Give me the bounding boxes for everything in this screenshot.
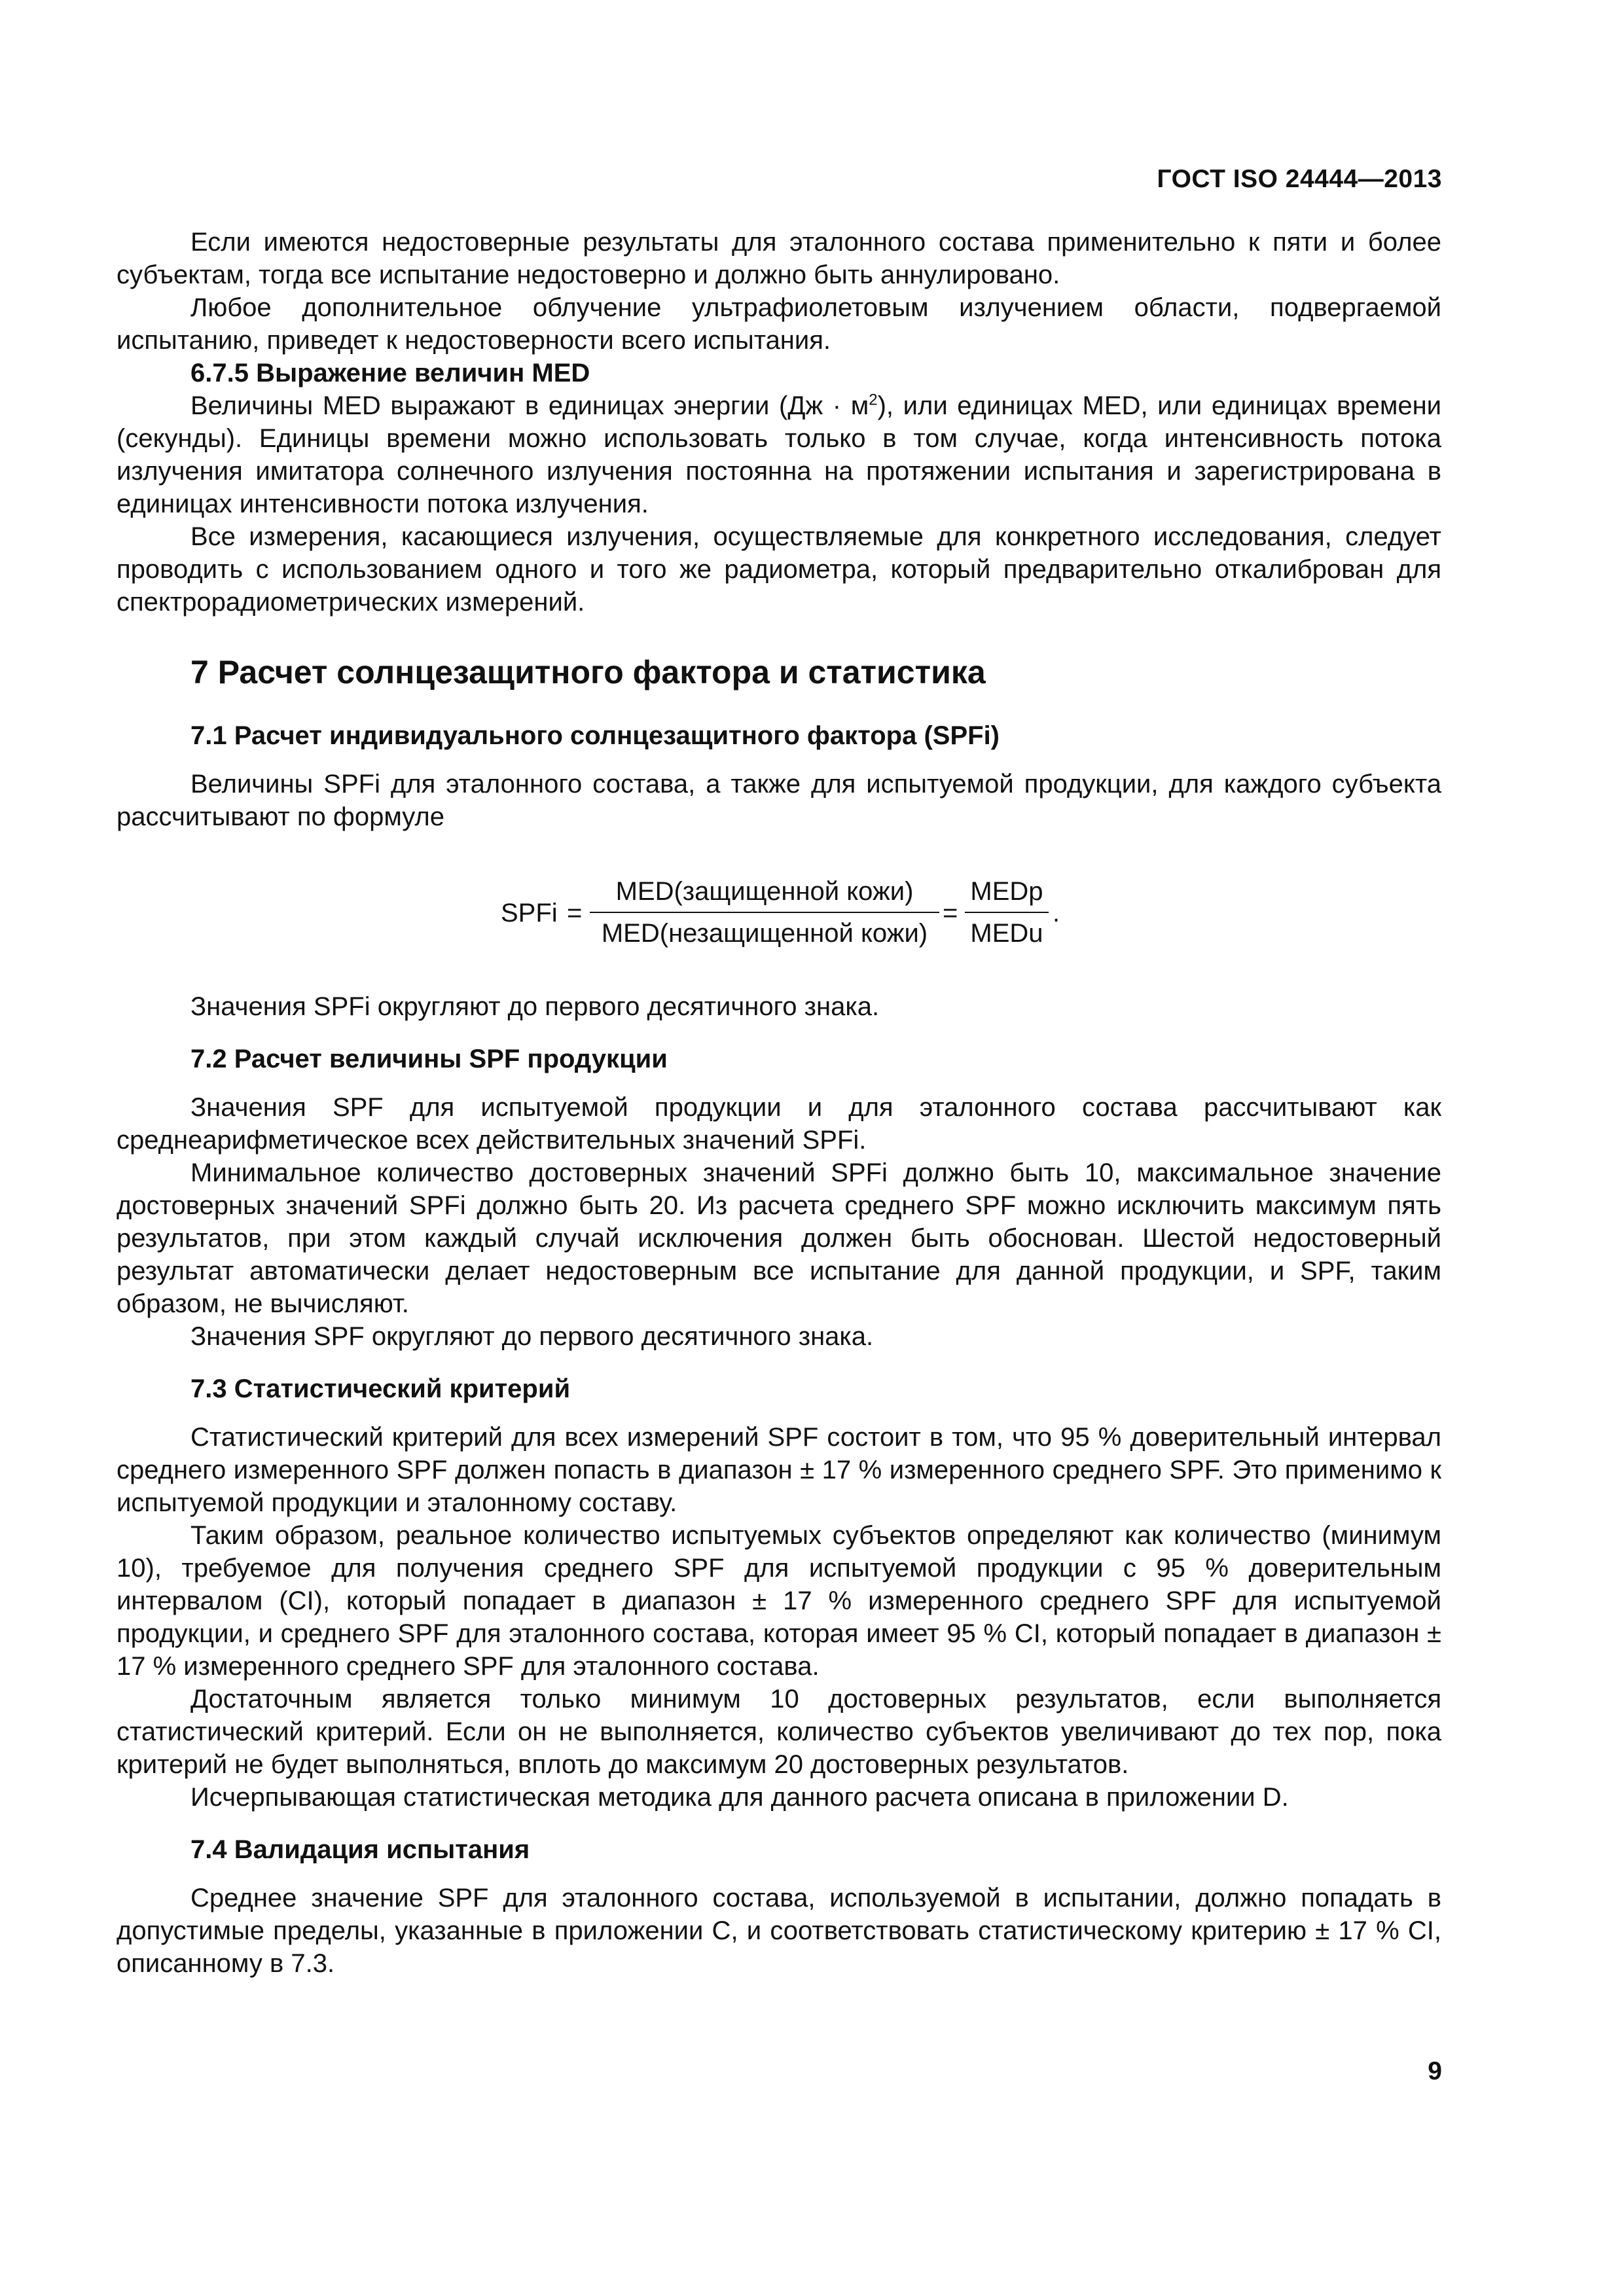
page-number: 9 xyxy=(1428,2057,1442,2085)
paragraph-spf-rounding: Значения SPF округляют до первого десятичного знака. xyxy=(190,1322,874,1351)
formula-numerator-1: MED(защищенной кожи) xyxy=(590,874,939,913)
paragraph-radiometer: Все измерения, касающиеся излучения, осуществляемые для конкретного исследования, следует проводить с использованием одного и того же радиометра, который предварительно откалиброван для спектрорадиометрических измерений. xyxy=(117,522,1441,617)
paragraph-spfi-formula-intro: Величины SPFi для эталонного состава, а также для испытуемой продукции, для каждого субъекта рассчитывают по формуле xyxy=(117,770,1441,831)
paragraph-validation: Среднее значение SPF для эталонного состава, используемой в испытании, должно попадать в допустимые пределы, указанные в приложении C, и соответствовать статистическому критерию ± 17 % CI, описанному в 7.3. xyxy=(117,1884,1441,1978)
paragraph-invalid-results: Если имеются недостоверные результаты для эталонного состава применительно к пяти и более субъектам, тогда все испытание недостоверно и должно быть аннулировано. xyxy=(117,228,1441,289)
section-7-1-title: 7.1 Расчет индивидуального солнцезащитного фактора (SPFi) xyxy=(190,721,1000,750)
section-7-4-title: 7.4 Валидация испытания xyxy=(190,1835,530,1864)
section-7-3-title: 7.3 Статистический критерий xyxy=(190,1374,571,1403)
formula-fraction-1 xyxy=(590,874,939,954)
standard-header: ГОСТ ISO 24444—2013 xyxy=(1157,165,1442,193)
paragraph-spfi-rounding: Значения SPFi округляют до первого десятичного знака. xyxy=(190,992,880,1021)
paragraph-spf-mean: Значения SPF для испытуемой продукции и для эталонного состава рассчитывают как среднеарифметическое всех действительных значений SPFi. xyxy=(117,1093,1441,1155)
formula-denominator-2: MEDu xyxy=(970,919,1043,948)
formula-equals-1: = xyxy=(567,899,583,927)
formula-fraction-2 xyxy=(965,874,1049,954)
paragraph-sufficient-results: Достаточным является только минимум 10 достоверных результатов, если выполняется статистический критерий. Если он не выполняется, количество субъектов увеличивают до тех пор, пока критерий не будет выполняться, вплоть до максимум 20 достоверных результатов. xyxy=(117,1685,1441,1779)
page-content xyxy=(117,226,1441,1980)
paragraph-additional-irradiation: Любое дополнительное облучение ультрафиолетовым излучением области, подвергаемой испытанию, приведет к недостоверности всего испытания. xyxy=(117,293,1441,355)
section-6-7-5-title: 6.7.5 Выражение величин MED xyxy=(190,359,590,387)
formula-denominator-1: MED(незащищенной кожи) xyxy=(601,919,928,948)
paragraph-subject-count: Таким образом, реальное количество испытуемых субъектов определяют как количество (минимум 10), требуемое для получения среднего SPF для испытуемой продукции с 95 % доверительным интервалом (CI), который попадает в диапазон ± 17 % измеренного среднего SPF для испытуемой продукции, и среднего SPF для эталонного состава, которая имеет 95 % CI, который попадает в диапазон ± 17 % измеренного среднего SPF для эталонного состава. xyxy=(117,1521,1441,1681)
section-7-title: 7 Расчет солнцезащитного фактора и статистика xyxy=(190,654,986,691)
paragraph-statistical-criterion: Статистический критерий для всех измерений SPF состоит в том, что 95 % доверительный интервал среднего измеренного SPF должен попасть в диапазон ± 17 % измеренного среднего SPF. Это применимо к испытуемой продукции и эталонному составу. xyxy=(117,1423,1441,1517)
med-units-superscript: 2 xyxy=(869,391,878,409)
paragraph-med-units xyxy=(117,389,1441,520)
spfi-formula xyxy=(117,874,1441,952)
formula-lhs: SPFi xyxy=(501,899,558,927)
formula-numerator-2: MEDp xyxy=(965,874,1049,913)
formula-equals-2: = xyxy=(943,899,958,927)
med-units-text-b: ), или единицах MED, или единицах времени (секунды). Единицы времени можно использовать только в том случае, когда интенсивность потока излучения имитатора солнечного излучения постоянна на протяжении испытания и зарегистрирована в единицах интенсивности потока излучения. xyxy=(117,391,1441,518)
section-7-2-title: 7.2 Расчет величины SPF продукции xyxy=(190,1045,668,1073)
med-units-text-a: Величины MED выражают в единицах энергии (Дж · м xyxy=(190,391,869,420)
paragraph-annex-d: Исчерпывающая статистическая методика для данного расчета описана в приложении D. xyxy=(190,1783,1289,1812)
paragraph-spfi-count: Минимальное количество достоверных значений SPFi должно быть 10, максимальное значение достоверных значений SPFi должно быть 20. Из расчета среднего SPF можно исключить максимум пять результатов, при этом каждый случай исключения должен быть обоснован. Шестой недостоверный результат автоматически делает недостоверным все испытание для данной продукции, и SPF, таким образом, не вычисляют. xyxy=(117,1158,1441,1318)
formula-period: . xyxy=(1053,899,1060,927)
